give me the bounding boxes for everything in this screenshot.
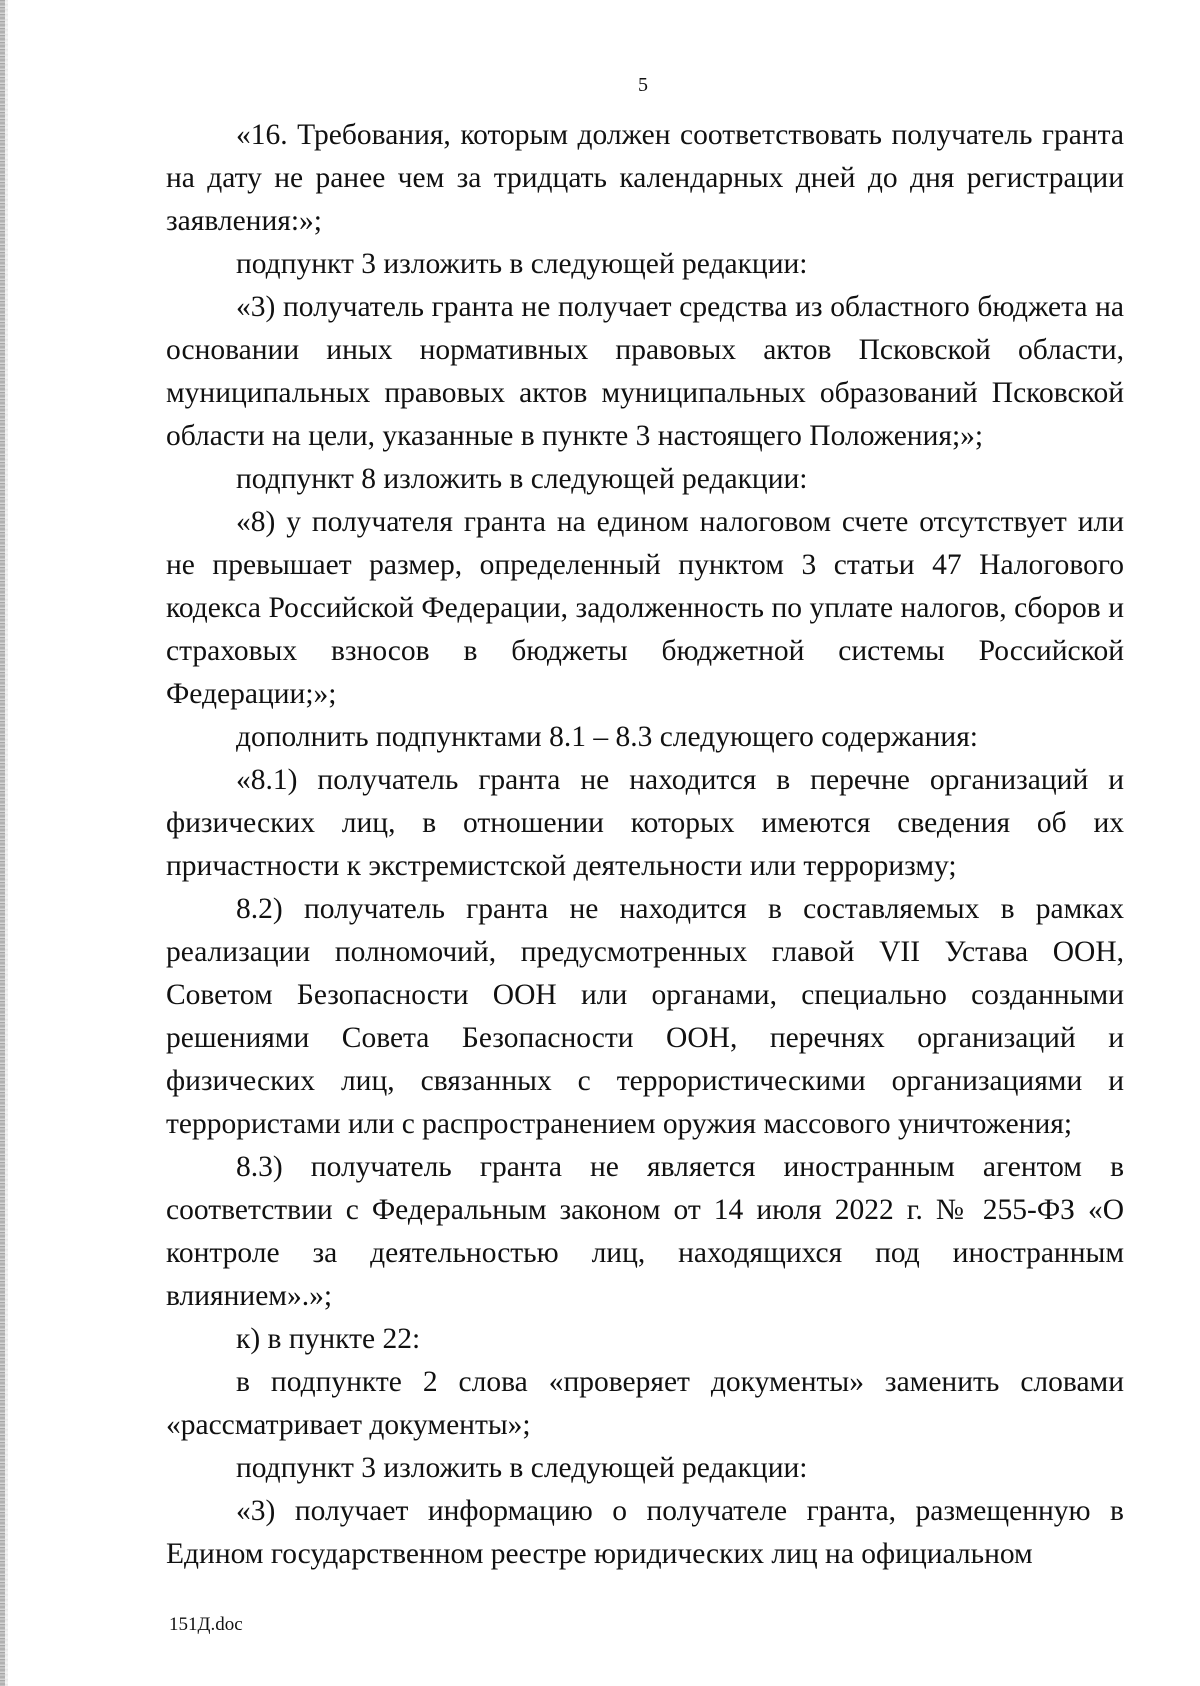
paragraph-subitem-3-instruction-2: подпункт 3 изложить в следующей редакции: — [236, 1452, 808, 1484]
paragraph-subitem-8-3: 8.3) получатель гранта не является иностранным агентом в соответствии с Федеральным законом от 14 июля 2022 г. № 255-ФЗ «О контроле за деятельностью лиц, находящихся под иностранным влиянием».»; — [166, 1151, 1124, 1312]
paragraph-subitem-3-instruction: подпункт 3 изложить в следующей редакции: — [236, 248, 808, 280]
paragraph-item-22: к) в пункте 22: — [236, 1323, 421, 1355]
document-body — [166, 114, 1124, 1576]
paragraph-subitem-8-1: «8.1) получатель гранта не находится в перечне организаций и физических лиц, в отношении которых имеются сведения об их причастности к экстремистской деятельности или терроризму; — [166, 764, 1124, 882]
file-name-footer: 151Д.doc — [169, 1614, 243, 1635]
paragraph-subitem-8-instruction: подпункт 8 изложить в следующей редакции: — [236, 463, 808, 495]
paragraph-subitem-3-text-2: «3) получает информацию о получателе гранта, размещенную в Едином государственном реестре юридических лиц на официальном — [166, 1495, 1124, 1570]
paragraph-subitem-8-text: «8) у получателя гранта на едином налоговом счете отсутствует или не превышает размер, определенный пунктом 3 статьи 47 Налогового кодекса Российской Федерации, задолженность по уплате налогов, сборов и страховых взносов в бюджеты бюджетной системы Российской Федерации;»; — [166, 506, 1124, 710]
paragraph-subitem-3-text: «3) получатель гранта не получает средства из областного бюджета на основании иных нормативных правовых актов Псковской области, муниципальных правовых актов муниципальных образований Псковской области на цели, указанные в пункте 3 настоящего Положения;»; — [166, 291, 1124, 452]
paragraph-subitem-8-2: 8.2) получатель гранта не находится в составляемых в рамках реализации полномочий, предусмотренных главой VII Устава ООН, Советом Безопасности ООН или органами, специально созданными решениями Совета Безопасности ООН, перечнях организаций и физических лиц, связанных с террористическими организациями и террористами или с распространением оружия массового уничтожения; — [166, 893, 1124, 1140]
paragraph-subitem-2-words: в подпункте 2 слова «проверяет документы» заменить словами «рассматривает документы»; — [166, 1366, 1124, 1441]
paragraph-requirements: «16. Требования, которым должен соответствовать получатель гранта на дату не ранее чем за тридцать календарных дней до дня регистрации заявления:»; — [166, 119, 1124, 237]
scan-edge-shadow — [5, 0, 8, 1686]
paragraph-add-subitems: дополнить подпунктами 8.1 – 8.3 следующего содержания: — [236, 721, 978, 753]
page-number: 5 — [638, 74, 648, 96]
